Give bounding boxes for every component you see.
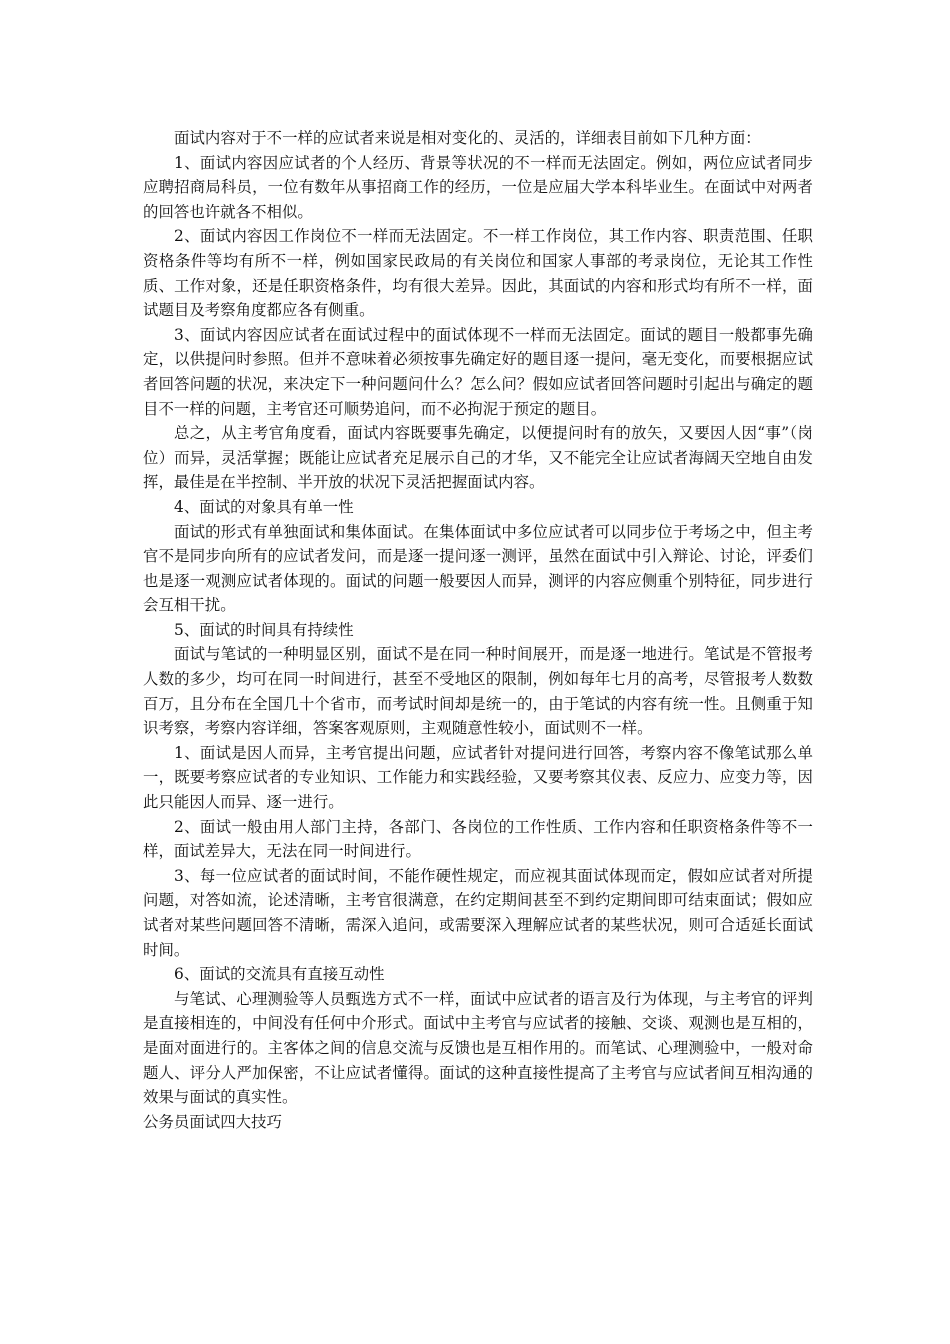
paragraph-summary: 总之，从主考官角度看，面试内容既要事先确定，以便提问时有的放矢，又要因人因“事”（岗位）而异，灵活掌握；既能让应试者充足展示自己的才华，又不能完全让应试者海阔天空地自由发挥，最佳是在半控制、半开放的状况下灵活把握面试内容。 <box>143 424 813 492</box>
paragraph-intro: 面试内容对于不一样的应试者来说是相对变化的、灵活的，详细表目前如下几种方面： <box>174 129 761 147</box>
section-heading-6: 6、面试的交流具有直接互动性 <box>174 965 385 984</box>
paragraph-section-6: 与笔试、心理测验等人员甄选方式不一样，面试中应试者的语言及行为体现，与主考官的评判是直接相连的，中间没有任何中介形式。面试中主考官与应试者的接触、交谈、观测也是互相的，是面对面进行的。主客体之间的信息交流与反馈也是互相作用的。而笔试、心理测验中，一般对命题人、评分人严加保密，不让应试者懂得。面试的这种直接性提高了主考官与应试者间互相沟通的效果与面试的真实性。 <box>143 989 813 1107</box>
paragraph-section-5: 面试与笔试的一种明显区别，面试不是在同一种时间展开，而是逐一地进行。笔试是不管报考人数的多少，均可在同一时间进行，甚至不受地区的限制，例如每年七月的高考，尽管报考人数数百万，且分布在全国几十个省市，而考试时间却是统一的，由于笔试的内容有统一性。且侧重于知识考察，考察内容详细，答案客观原则，主观随意性较小，面试则不一样。 <box>143 645 813 738</box>
next-section-title: 公务员面试四大技巧 <box>143 1112 282 1131</box>
section-heading-5: 5、面试的时间具有持续性 <box>174 620 354 639</box>
paragraph-point-3: 3、面试内容因应试者在面试过程中的面试体现不一样而无法固定。面试的题目一般都事先确定，以供提问时参照。但并不意味着必须按事先确定好的题目逐一提问，毫无变化，而要根据应试者回答问题的状况，来决定下一种问题问什么？怎么问？假如应试者回答问题时引起出与确定的题目不一样的问题，主考官还可顺势追问，而不必拘泥于预定的题目。 <box>143 325 813 418</box>
paragraph-section-5-point-3: 3、每一位应试者的面试时间，不能作硬性规定，而应视其面试体现而定，假如应试者对所提问题，对答如流，论述清晰，主考官很满意，在约定期间甚至不到约定期间即可结束面试；假如应试者对某些问题回答不清晰，需深入追问，或需要深入理解应试者的某些状况，则可合适延长面试时间。 <box>143 866 813 959</box>
section-heading-4: 4、面试的对象具有单一性 <box>174 497 354 516</box>
paragraph-point-1: 1、面试内容因应试者的个人经历、背景等状况的不一样而无法固定。例如，两位应试者同步应聘招商局科员，一位有数年从事招商工作的经历，一位是应届大学本科毕业生。在面试中对两者的回答也许就各不相似。 <box>143 153 813 221</box>
paragraph-section-5-point-2: 2、面试一般由用人部门主持，各部门、各岗位的工作性质、工作内容和任职资格条件等不一样，面试差异大，无法在同一时间进行。 <box>143 817 813 861</box>
document-body <box>143 126 813 1134</box>
paragraph-section-4: 面试的形式有单独面试和集体面试。在集体面试中多位应试者可以同步位于考场之中，但主考官不是同步向所有的应试者发问，而是逐一提问逐一测评，虽然在面试中引入辩论、讨论，评委们也是逐一观测应试者体现的。面试的问题一般要因人而异，测评的内容应侧重个别特征，同步进行会互相干扰。 <box>143 522 813 615</box>
paragraph-point-2: 2、面试内容因工作岗位不一样而无法固定。不一样工作岗位，其工作内容、职责范围、任职资格条件等均有所不一样，例如国家民政局的有关岗位和国家人事部的考录岗位，无论其工作性质、工作对象，还是任职资格条件，均有很大差异。因此，其面试的内容和形式均有所不一样，面试题目及考察角度都应各有侧重。 <box>143 227 813 320</box>
paragraph-section-5-point-1: 1、面试是因人而异，主考官提出问题，应试者针对提问进行回答，考察内容不像笔试那么单一，既要考察应试者的专业知识、工作能力和实践经验，又要考察其仪表、反应力、应变力等，因此只能因人而异、逐一进行。 <box>143 743 813 812</box>
